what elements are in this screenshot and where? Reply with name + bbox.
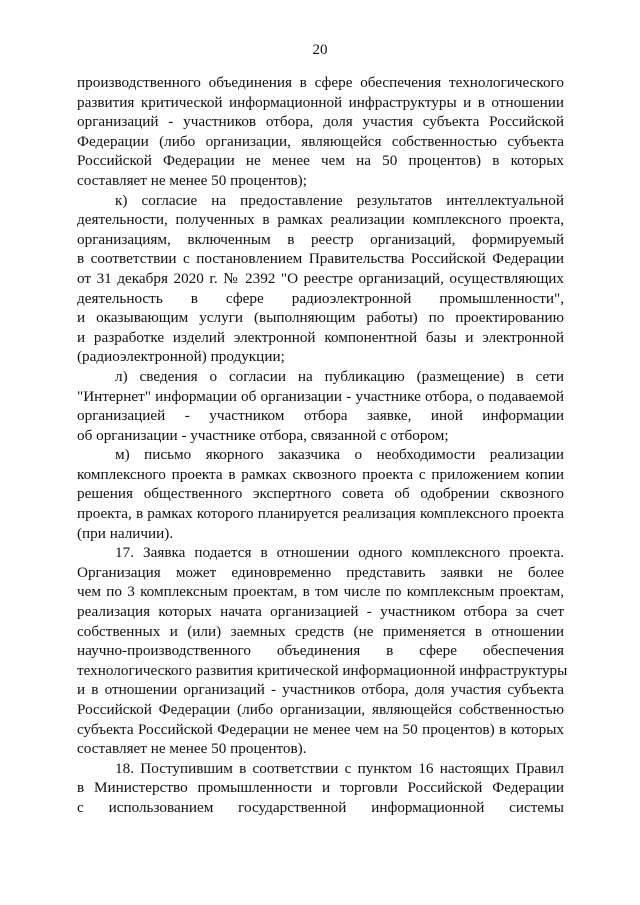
text-line: комплексного проекта в рамках сквозного проекта с приложением копии: [77, 465, 564, 483]
text-line: составляет не менее 50 процентов);: [77, 171, 307, 189]
text-line: реализация которых начата организацией - участником отбора за счет: [77, 603, 564, 621]
text-line: Российской Федерации не менее чем на 50 процентов) в которых: [77, 152, 564, 170]
text-line: субъекта Российской Федерации не менее чем на 50 процентов) в которых: [77, 720, 564, 738]
text-line: л) сведения о согласии на публикацию (размещение) в сети: [115, 367, 564, 385]
text-line: организациям, включенным в реестр организаций, формируемый: [77, 230, 564, 248]
text-line: Федерации (либо организации, являющейся собственностью субъекта: [77, 132, 564, 150]
text-line: решения общественного экспертного совета об одобрении сквозного: [77, 485, 564, 503]
document-body: [77, 73, 568, 818]
text-line: и разработке изделий электронной компонентной базы и электронной: [77, 328, 564, 346]
text-line: собственных и (или) заемных средств (не применяется в отношении: [77, 622, 564, 640]
text-line: "Интернет" информации об организации - участнике отбора, о подаваемой: [77, 387, 564, 405]
text-line: и оказывающим услуги (выполняющим работы) по проектированию: [77, 309, 564, 327]
text-line: и в отношении организаций - участников отбора, доля участия субъекта: [77, 681, 564, 699]
text-line: деятельность в сфере радиоэлектронной промышленности",: [77, 289, 564, 307]
text-line: деятельности, полученных в рамках реализации комплексного проекта,: [77, 211, 564, 229]
text-line: составляет не менее 50 процентов).: [77, 740, 307, 758]
text-line: к) согласие на предоставление результатов интеллектуальной: [115, 191, 564, 209]
text-line: проекта, в рамках которого планируется реализация комплексного проекта: [77, 505, 564, 523]
text-line: организацией - участником отбора заявке, иной информации: [77, 407, 564, 425]
text-line: производственного объединения в сфере обеспечения технологического: [77, 74, 564, 91]
text-line: Организация может единовременно представить заявки не более: [77, 563, 564, 581]
text-line: об организации - участнике отбора, связанной с отбором;: [77, 426, 449, 444]
text-line: 18. Поступившим в соответствии с пунктом 16 настоящих Правил: [115, 759, 564, 777]
text-line: 17. Заявка подается в отношении одного комплексного проекта.: [115, 544, 564, 562]
text-line: от 31 декабря 2020 г. № 2392 "О реестре организаций, осуществляющих: [77, 269, 564, 287]
text-line: развития критической информационной инфраструктуры и в отношении: [77, 93, 564, 111]
page-number: 20: [312, 42, 328, 58]
text-line: научно-производственного объединения в сфере обеспечения: [77, 642, 564, 660]
text-line: Российской Федерации (либо организации, являющейся собственностью: [77, 701, 564, 718]
text-line: в соответствии с постановлением Правительства Российской Федерации: [77, 250, 564, 268]
text-line: с использованием государственной информационной системы: [77, 798, 564, 816]
text-line: (радиоэлектронной) продукции;: [77, 348, 285, 366]
text-line: (при наличии).: [77, 524, 174, 542]
text-line: технологического развития критической информационной инфраструктуры: [77, 661, 568, 679]
text-line: в Министерство промышленности и торговли Российской Федерации: [77, 779, 564, 797]
text-line: организаций - участников отбора, доля участия субъекта Российской: [77, 113, 564, 131]
text-line: м) письмо якорного заказчика о необходимости реализации: [115, 446, 564, 464]
text-line: чем по 3 комплексным проектам, в том числе по комплексным проектам,: [77, 583, 564, 601]
